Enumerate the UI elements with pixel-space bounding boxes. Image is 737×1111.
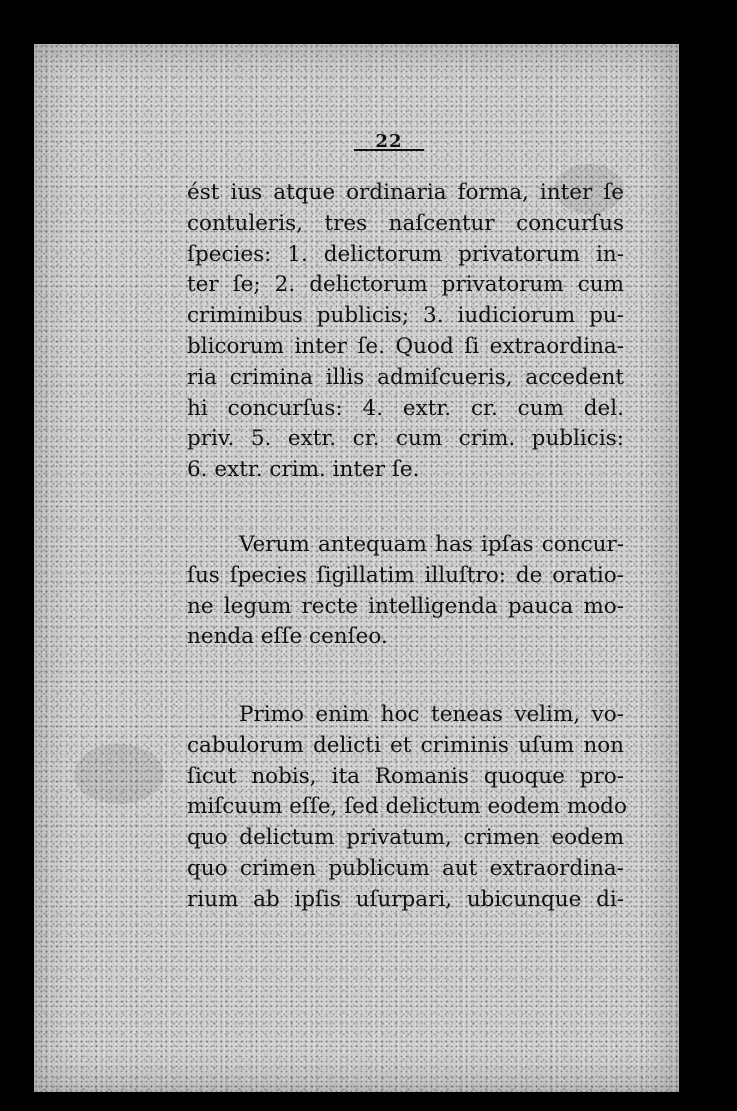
text-line: hi concurſus: 4. extr. cr. cum del. — [187, 395, 624, 421]
text-line: rium ab ipſis uſurpari, ubicunque di- — [187, 886, 624, 912]
text-line: quo delictum privatum, crimen eodem — [187, 825, 624, 851]
text-line: ſus ſpecies ſigillatim illuſtro: de oratio- — [187, 562, 624, 588]
paper-stain — [74, 744, 164, 804]
page-number: 22 — [354, 131, 424, 152]
paragraph-1 — [187, 178, 624, 486]
text-line: ést ius atque ordinaria forma, inter ſe — [187, 180, 624, 205]
text-line: blicorum inter ſe. Quod ſi extraordina- — [187, 333, 624, 359]
text-line: ria crimina illis admiſcueris, accedent — [187, 364, 624, 390]
text-line: ne legum recte intelligenda pauca mo- — [187, 593, 624, 619]
paragraph-3 — [187, 700, 627, 916]
text-line: Primo enim hoc teneas velim, vo- — [239, 702, 624, 727]
text-line: contuleris, tres naſcentur concurſus — [187, 210, 624, 236]
text-line: 6. extr. crim. inter ſe. — [187, 457, 420, 483]
text-line: ſicut nobis, ita Romanis quoque pro- — [187, 763, 624, 789]
text-line: ſpecies: 1. delictorum privatorum in- — [187, 241, 624, 267]
text-line: nenda eſſe cenſeo. — [187, 624, 388, 650]
text-line: criminibus publicis; 3. iudiciorum pu- — [187, 303, 624, 329]
text-line: ter ſe; 2. delictorum privatorum cum — [187, 272, 624, 298]
paragraph-2 — [187, 530, 624, 653]
text-line: priv. 5. extr. cr. cum crim. publicis: — [187, 426, 624, 452]
text-line: quo crimen publicum aut extraordina- — [187, 855, 624, 881]
text-line: miſcuum eſſe, ſed delictum eodem modo — [187, 794, 627, 820]
text-line: cabulorum delicti et criminis uſum non — [187, 732, 624, 758]
text-line: Verum antequam has ipſas concur- — [239, 532, 624, 557]
